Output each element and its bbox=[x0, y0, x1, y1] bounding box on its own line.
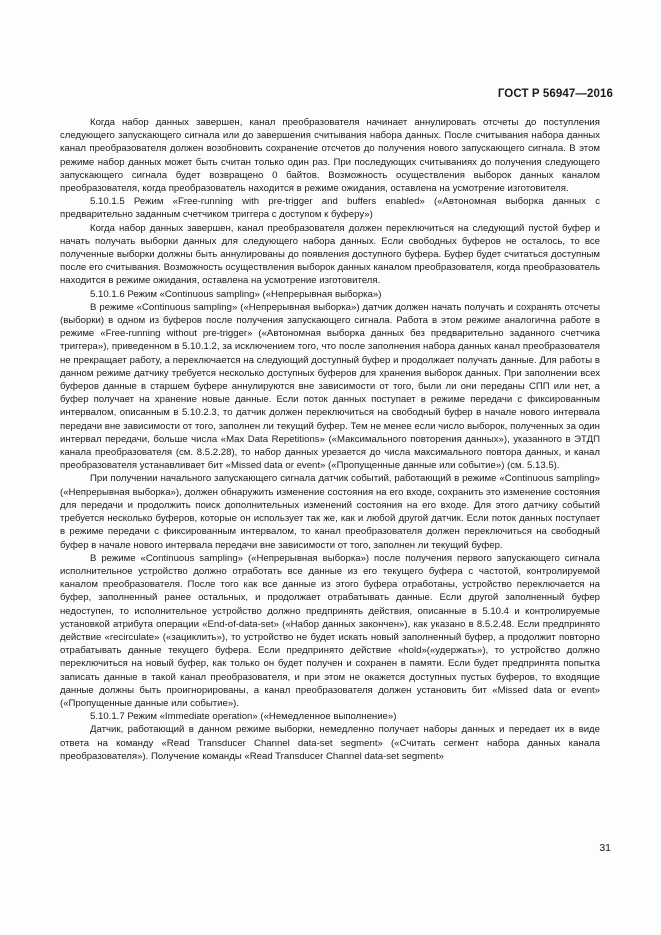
section-heading-5-10-1-6: 5.10.1.6 Режим «Continuous sampling» («Непрерывная выборка») bbox=[90, 288, 382, 300]
body-text bbox=[60, 116, 600, 763]
section-heading-5-10-1-5: 5.10.1.5 Режим «Free-running with pre-trigger and buffers enabled» («Автономная выборка данных с предварительно заданным счетчиком триггера с доступом к буферу») bbox=[60, 196, 600, 221]
paragraph: В режиме «Continuous sampling» («Непрерывная выборка») после получения первого запускающего сигнала исполнительное устройство должно отработать все данные из его текущего буфера с частотой, контролируемой каналом преобразователя. После того как все данные из этого буфера отработаны, устройство переключается на буфер, заполненный ранее остальных, и продолжает отрабатывать данные. Если другой заполненный буфер недоступен, то исполнительное устройство должно предпринять действия, описанные в 5.10.4 и контролируемые установкой атрибута операции «End-of-data-set» («Набор данных закончен»), как указано в 8.5.2.48. Если предпринято действие «recirculate» («зациклить»), то устройство не будет искать новый заполненный буфер, а продолжит повторно отрабатывать данные текущего буфера. Если предпринято действие «hold»(«удержать»), то устройство должно переключиться на новый буфер, как только он будет получен и сохранен в памяти. Если будет предпринята попытка записать данные в такой канал преобразователя, и при этом не окажется доступных пустых буферов, то входящие данные должны быть проигнорированы, а канал преобразователя должен установить бит «Missed data or event» («Пропущенные данные или событие»). bbox=[60, 552, 600, 709]
section-heading-5-10-1-7: 5.10.1.7 Режим «Immediate operation» («Немедленное выполнение») bbox=[90, 711, 397, 723]
page-number: 31 bbox=[599, 842, 611, 854]
paragraph: При получении начального запускающего сигнала датчик событий, работающий в режиме «Continuous sampling» («Непрерывная выборка»), должен обнаружить изменение состояния на его входе, сохранить это изменение состояния для передачи и продолжить поиск дополнительных изменений состояния на его входе. Для этого датчику событий требуется несколько буферов, которые он использует так же, как и любой другой датчик. Если поток данных поступает в режиме передачи с фиксированным интервалом, то канал преобразователя должен переключиться на свободный буфер в начале нового интервала передачи вне зависимости от того, заполнен ли текущий буфер. bbox=[60, 473, 600, 551]
paragraph: В режиме «Continuous sampling» («Непрерывная выборка») датчик должен начать получать и сохранять отсчеты (выборки) в одном из буферов после получения запускающего сигнала. Работа в этом режиме аналогична работе в режиме «Free-running without pre-trigger» («Автономная выборка данных без предварительно заданного счетчика триггера»), приведенном в 5.10.1.2, за исключением того, что после заполнения набора данных канал преобразователя не прекращает работу, а переключается на следующий доступный буфер и продолжает получать данные. Для работы в данном режиме датчику требуется несколько доступных буферов для хранения выборок данных. При заполнении всех буферов данные в старшем буфере аннулируются вне зависимости от того, были ли они переданы СПП или нет, а буфер получает на хранение новые данные. Если поток данных поступает в режиме передачи с фиксированным интервалом, описанным в 5.10.2.3, то датчик должен переключиться на свободный буфер в начале нового интервала передачи вне зависимости от того, заполнен ли текущий буфер. Тем не менее если число выборок, полученных за один интервал передачи, больше числа «Max Data Repetitions» («Максимального повторения данных»), указанного в ЭТДП канала преобразователя (см. 8.5.2.28), то набор данных урезается до числа максимального повтора данных, и канал преобразователя устанавливает бит «Missed data or event» («Пропущенные данные или событие») (см. 5.13.5). bbox=[60, 301, 600, 472]
standard-header: ГОСТ Р 56947—2016 bbox=[497, 88, 613, 100]
paragraph: Датчик, работающий в данном режиме выборки, немедленно получает наборы данных и передает их в виде ответа на команду «Read Transducer Channel data-set segment» («Считать сегмент набора данных канала преобразователя»). Получение команды «Read Transducer Channel data-set segment» bbox=[60, 724, 600, 762]
paragraph: Когда набор данных завершен, канал преобразователя должен переключиться на следующий пустой буфер и начать получать выборки данных для следующего набора данных. Если свободных буферов не осталось, то все полученные выборки должны быть аннулированы до появления доступного буфера. Буфер будет считаться доступным после его считывания. Возможность осуществления выборок данных каналом преобразователя, когда преобразователь находится в режиме ожидания, оставлена на усмотрение изготовителя. bbox=[60, 222, 600, 287]
paragraph: Когда набор данных завершен, канал преобразователя начинает аннулировать отсчеты до поступления следующего запускающего сигнала или до завершения считывания набора данных. После считывания набора данных канал преобразователя должен возобновить сохранение отсчетов до получения нового запускающего сигнала. В этом режиме набор данных может быть считан только один раз. При последующих считываниях до получения следующего запускающего сигнала будет возвращено 0 байтов. Возможность осуществления выборок данных каналом преобразователя, когда преобразователь находится в режиме ожидания, оставлена на усмотрение изготовителя. bbox=[60, 117, 600, 195]
